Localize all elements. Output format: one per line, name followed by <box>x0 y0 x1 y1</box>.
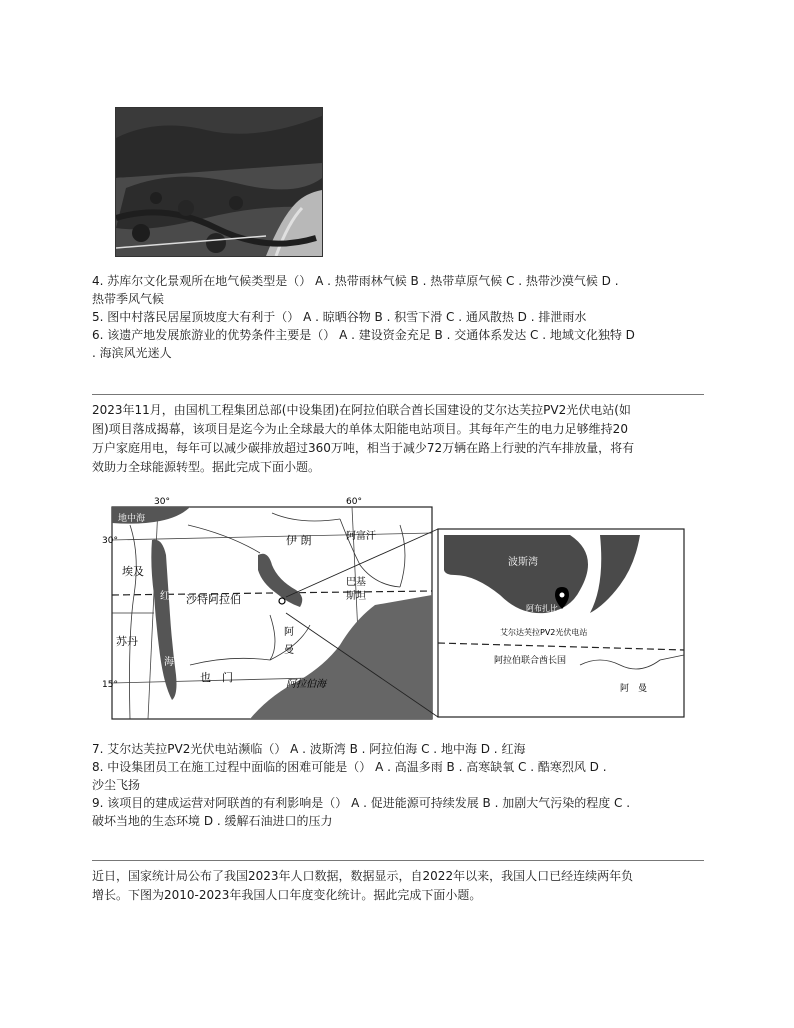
label-yemen: 也 门 <box>200 671 233 684</box>
question-7: 7. 艾尔达芙拉PV2光伏电站濒临（） A . 波斯湾 B . 阿拉伯海 C . 地中海 D . 红海 <box>92 742 526 756</box>
question-4-line-2: 热带季风气候 <box>92 292 165 306</box>
solar-passage-line-3: 万户家庭用电，每年可以减少碳排放超过360万吨，相当于减少72万辆在路上行驶的汽车排放量，将有 <box>92 441 635 455</box>
label-pakistan-2: 斯坦 <box>346 591 366 602</box>
question-8-line-2: 沙尘飞扬 <box>92 778 141 792</box>
population-passage-line-2: 增长。下图为2010-2023年我国人口年度变化统计。据此完成下面小题。 <box>92 888 482 902</box>
label-abu-dhabi: 阿布扎比 <box>526 604 558 613</box>
label-iran: 伊 朗 <box>286 534 312 547</box>
label-lat-15: 15° <box>102 680 118 690</box>
label-lon-30: 30° <box>154 497 170 507</box>
solar-passage <box>92 401 704 477</box>
label-pakistan-1: 巴基 <box>346 577 366 588</box>
question-4-line-1: 4. 苏库尔文化景观所在地气候类型是（） A . 热带雨林气候 B . 热带草原气候 C . 热带沙漠气候 D . <box>92 274 619 288</box>
label-afghanistan: 阿富汗 <box>346 531 376 542</box>
label-oman-1: 阿 <box>284 627 294 638</box>
solar-passage-line-2: 图)项目落成揭幕，该项目是迄今为止全球最大的单体太阳能电站项目。其每年产生的电力足够维持20 <box>92 422 628 436</box>
label-lon-60: 60° <box>346 497 362 507</box>
question-6-line-2: . 海滨风光迷人 <box>92 346 172 360</box>
question-6-line-1: 6. 该遗产地发展旅游业的优势条件主要是（） A . 建设资金充足 B . 交通体系发达 C . 地域文化独特 D <box>92 328 635 342</box>
map-figure <box>100 495 692 725</box>
label-station: 艾尔达芙拉PV2光伏电站 <box>500 628 588 637</box>
landscape-photo <box>115 107 323 257</box>
question-9-line-1: 9. 该项目的建成运营对阿联酋的有利影响是（） A . 促进能源可持续发展 B . 加剧大气污染的程度 C . <box>92 796 631 810</box>
label-oman-inset: 阿 曼 <box>620 684 648 694</box>
region-map <box>100 495 692 725</box>
section-divider-2 <box>92 860 704 861</box>
label-uae: 阿拉伯联合酋长国 <box>494 656 567 666</box>
section-divider-1 <box>92 394 704 395</box>
questions-4-6 <box>92 272 704 362</box>
question-8-line-1: 8. 中设集团员工在施工过程中面临的困难可能是（） A . 高温多雨 B . 高寒缺氧 C . 酷寒烈风 D . <box>92 760 607 774</box>
station-pin-hole <box>560 593 565 598</box>
solar-passage-line-1: 2023年11月，由国机工程集团总部(中设集团)在阿拉伯联合酋长国建设的艾尔达芙拉PV2光伏电站(如 <box>92 403 631 417</box>
label-lat-30: 30° <box>102 536 118 546</box>
question-9-line-2: 破坏当地的生态环境 D . 缓解石油进口的压力 <box>92 814 333 828</box>
label-mediterranean: 地中海 <box>118 514 146 524</box>
label-egypt: 埃及 <box>122 565 144 578</box>
label-red-sea-1: 红 <box>160 591 170 602</box>
label-saudi: 沙特阿拉伯 <box>186 593 241 606</box>
label-arabian-sea: 阿拉伯海 <box>286 679 326 690</box>
label-sudan: 苏丹 <box>116 635 138 648</box>
label-oman-2: 曼 <box>284 645 294 656</box>
solar-passage-line-4: 效助力全球能源转型。据此完成下面小题。 <box>92 460 321 474</box>
landscape-photo-image <box>116 108 322 256</box>
label-persian-gulf: 波斯湾 <box>508 557 538 568</box>
station-marker-main <box>279 598 285 604</box>
label-red-sea-2: 海 <box>164 657 174 668</box>
question-5: 5. 图中村落民居屋顶坡度大有利于（） A . 晾晒谷物 B . 积雪下滑 C . 通风散热 D . 排泄雨水 <box>92 310 587 324</box>
questions-7-9 <box>92 740 704 830</box>
population-passage-line-1: 近日，国家统计局公布了我国2023年人口数据，数据显示，自2022年以来，我国人口已经连续两年负 <box>92 869 634 883</box>
population-passage <box>92 867 704 905</box>
